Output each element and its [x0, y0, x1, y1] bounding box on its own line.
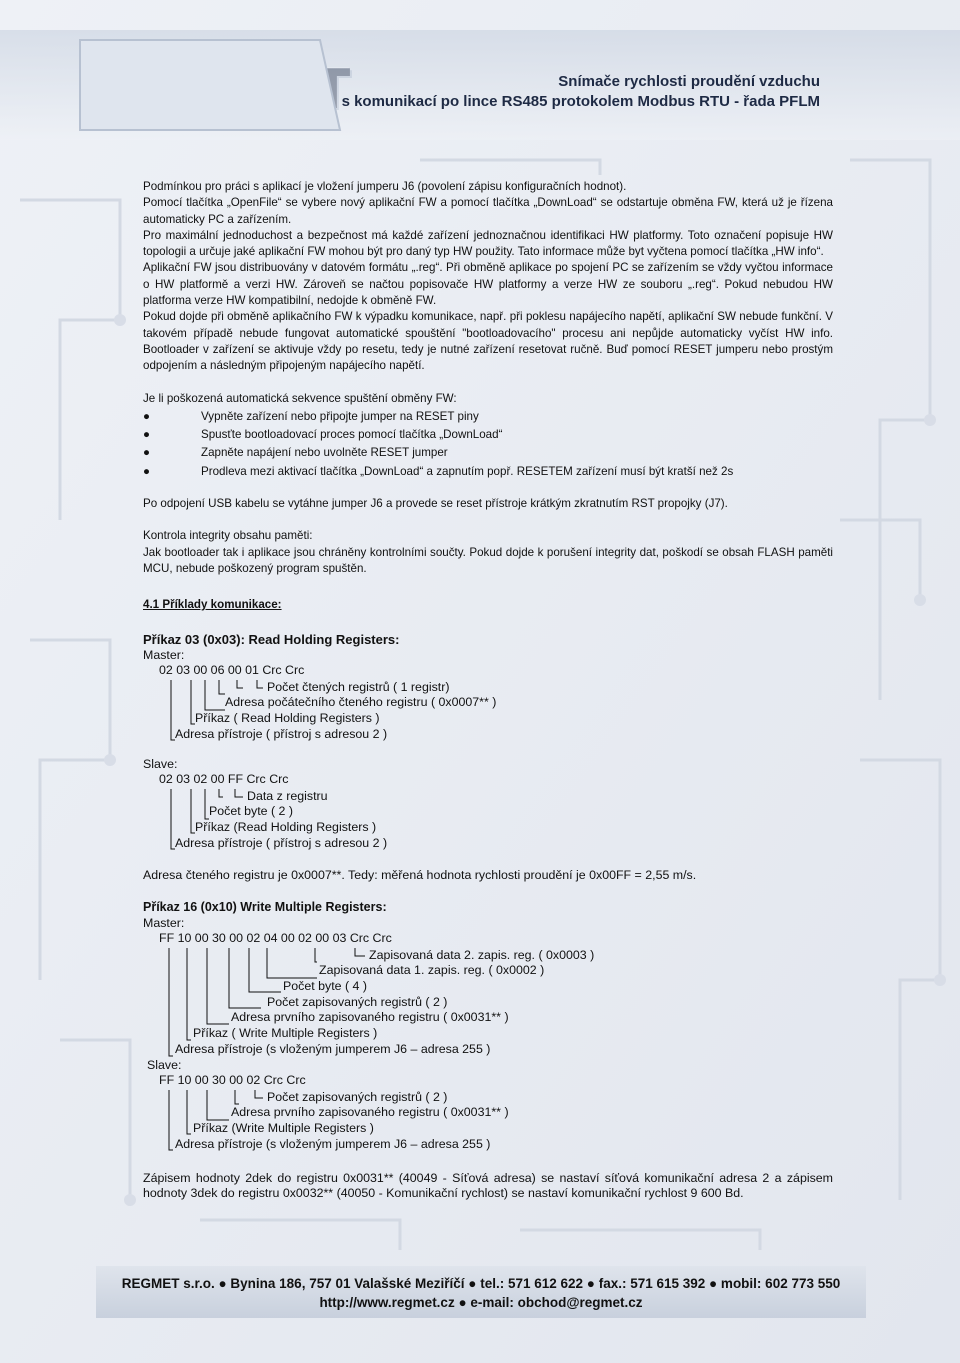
annotation: Počet byte ( 2 )	[209, 803, 294, 818]
paragraph: Podmínkou pro práci s aplikací je vložení jumperu J6 (povolení zápisu konfiguračních hodnot).	[143, 180, 627, 193]
annotation: Počet byte ( 4 )	[283, 978, 368, 993]
master-label: Master:	[143, 647, 185, 662]
master-frame: FF 10 00 30 00 02 04 00 02 00 03 Crc Crc	[159, 931, 392, 946]
annotation: Počet zapisovaných registrů ( 2 )	[267, 1089, 448, 1104]
title-line-1: Snímače rychlosti proudění vzduchu	[558, 73, 820, 90]
list-item: ● Zapněte napájení nebo uvolněte RESET jumper	[143, 445, 833, 461]
cmd16-title: Příkaz 16 (0x10) Write Multiple Registers:	[143, 900, 387, 915]
annotation: Adresa přístroje ( přístroj s adresou 2 )	[175, 726, 388, 741]
slave-label: Slave:	[143, 756, 178, 771]
paragraph: Pomocí tlačítka „OpenFile“ se vybere nový aplikační FW a pomocí tlačítka „DownLoad“ se odstartuje obměna FW, která už je řízena automaticky PC a zařízením.	[143, 196, 833, 226]
bullet-icon: ●	[143, 409, 151, 423]
cmd03-slave	[143, 757, 833, 852]
section-title: 4.1 Příklady komunikace:	[143, 598, 282, 612]
list-item: ● Spusťte bootloadovací proces pomocí tlačítka „DownLoad“	[143, 427, 833, 443]
annotation: Adresa přístroje (s vloženým jumperem J6 – adresa 255 )	[175, 1041, 491, 1056]
paragraph: Aplikační FW jsou distribuovány v datovém formátu „.reg“. Při obměně aplikace po spojení PC se zařízením se vždy vyčtou informace o HW platformě a verzi HW. Zároveň se načtou popisovače HW platformy a verze HW ze souboru „.reg“. Pokud nebudou HW platforma verze HW kompatibilní, nedojde k obměně FW.	[143, 261, 833, 308]
integrity-title: Kontrola integrity obsahu paměti:	[143, 529, 313, 543]
annotation: Příkaz ( Write Multiple Registers )	[193, 1025, 378, 1040]
annotation: Příkaz (Write Multiple Registers )	[193, 1120, 374, 1135]
title-line-2: s komunikací po lince RS485 protokolem Modbus RTU - řada PFLM	[341, 93, 820, 110]
cmd03-title: Příkaz 03 (0x03): Read Holding Registers:	[143, 631, 400, 647]
annotation: Adresa prvního zapisovaného registru ( 0x0031** )	[231, 1104, 509, 1119]
paragraph: Pokud dojde při obměně aplikačního FW k výpadku komunikace, např. při poklesu napájecího napětí, aplikační SW nebude funkční. V takovém případě nebude fungovat automatické spouštění "bootloadovacího" procesu ani nepůjde automaticky vyčíst HW info. Bootloader v zařízení se aktivuje vždy po resetu, tedy je nutné zařízení resetovat ručně. Buď pomocí RESET jumperu nebo prostým odpojením a následným připojeným napájecího napětí.	[143, 310, 833, 373]
cmd16-slave	[143, 1058, 833, 1153]
annotation: Zapisovaná data 1. zapis. reg. ( 0x0002 )	[319, 962, 545, 977]
page-title	[342, 72, 820, 112]
list-item: ● Vypněte zařízení nebo připojte jumper na RESET piny	[143, 409, 833, 425]
footer-line-2: http://www.regmet.cz ● e-mail: obchod@regmet.cz	[319, 1295, 643, 1310]
footer-contact	[96, 1274, 866, 1312]
paragraph: Pro maximální jednoduchost a bezpečnost má každé zařízení jednoznačnou identifikaci HW platformy. Toto označení popisuje HW topologii a určuje jaké aplikační FW mohou být pro daný typ HW použity. Tato informace může byt vyčtena pomocí tlačítka „HW info“.	[143, 228, 833, 259]
annotation: Příkaz ( Read Holding Registers )	[195, 710, 380, 725]
cmd16-note: Zápisem hodnoty 2dek do registru 0x0031** (40049 - Síťová adresa) se nastaví síťová komunikační adresa 2 a zápisem hodnoty 3dek do registru 0x0032** (40050 - Komunikační rychlost) se nastaví komunikační rychlost 9 600 Bd.	[143, 1170, 833, 1201]
slave-frame: FF 10 00 30 00 02 Crc Crc	[159, 1073, 306, 1088]
annotation: Adresa prvního zapisovaného registru ( 0x0031** )	[231, 1009, 509, 1024]
master-frame: 02 03 00 06 00 01 Crc Crc	[159, 663, 305, 678]
slave-frame: 02 03 02 00 FF Crc Crc	[159, 772, 289, 787]
document-body	[143, 179, 833, 1202]
list-item: ● Prodleva mezi aktivací tlačítka „DownLoad“ a zapnutím popř. RESETEM zařízení musí být kratší než 2s	[143, 464, 833, 480]
annotation: Počet zapisovaných registrů ( 2 )	[267, 994, 448, 1009]
cmd03-note: Adresa čteného registru je 0x0007**. Tedy: měřená hodnota rychlosti proudění je 0x00FF = 2,55 m/s.	[143, 867, 697, 882]
usb-note: Po odpojení USB kabelu se vytáhne jumper J6 a provede se reset přístroje krátkým zkratnutím RST propojky (J7).	[143, 497, 728, 511]
bullet-icon: ●	[143, 446, 151, 460]
master-label: Master:	[143, 915, 185, 930]
header-band	[0, 0, 960, 140]
cmd03-master	[143, 648, 833, 743]
annotation: Data z registru	[247, 788, 328, 803]
integrity-text: Jak bootloader tak i aplikace jsou chráněny kontrolními součty. Pokud dojde k porušení integrity dat, poškodí se obsah FLASH paměti MCU, nebude poškozený program spuštěn.	[143, 545, 833, 575]
sequence-intro: Je li poškozená automatická sekvence spuštění obměny FW:	[143, 391, 457, 405]
bullet-icon: ●	[143, 428, 151, 442]
annotation: Příkaz (Read Holding Registers )	[195, 819, 377, 834]
cmd16-master	[143, 916, 833, 1058]
annotation: Počet čtených registrů ( 1 registr)	[267, 679, 450, 694]
annotation: Adresa počátečního čteného registru ( 0x0007** )	[225, 694, 497, 709]
annotation: Zapisovaná data 2. zapis. reg. ( 0x0003 )	[369, 947, 595, 962]
bullet-icon: ●	[143, 464, 151, 478]
annotation: Adresa přístroje ( přístroj s adresou 2 )	[175, 835, 388, 850]
slave-label: Slave:	[147, 1057, 182, 1072]
footer-line-1: REGMET s.r.o. ● Bynina 186, 757 01 Valašské Meziříčí ● tel.: 571 612 622 ● fax.: 571 615 392 ● mobil: 602 773 550	[121, 1276, 841, 1291]
annotation: Adresa přístroje (s vloženým jumperem J6 – adresa 255 )	[175, 1136, 491, 1151]
bullet-list	[143, 409, 833, 480]
